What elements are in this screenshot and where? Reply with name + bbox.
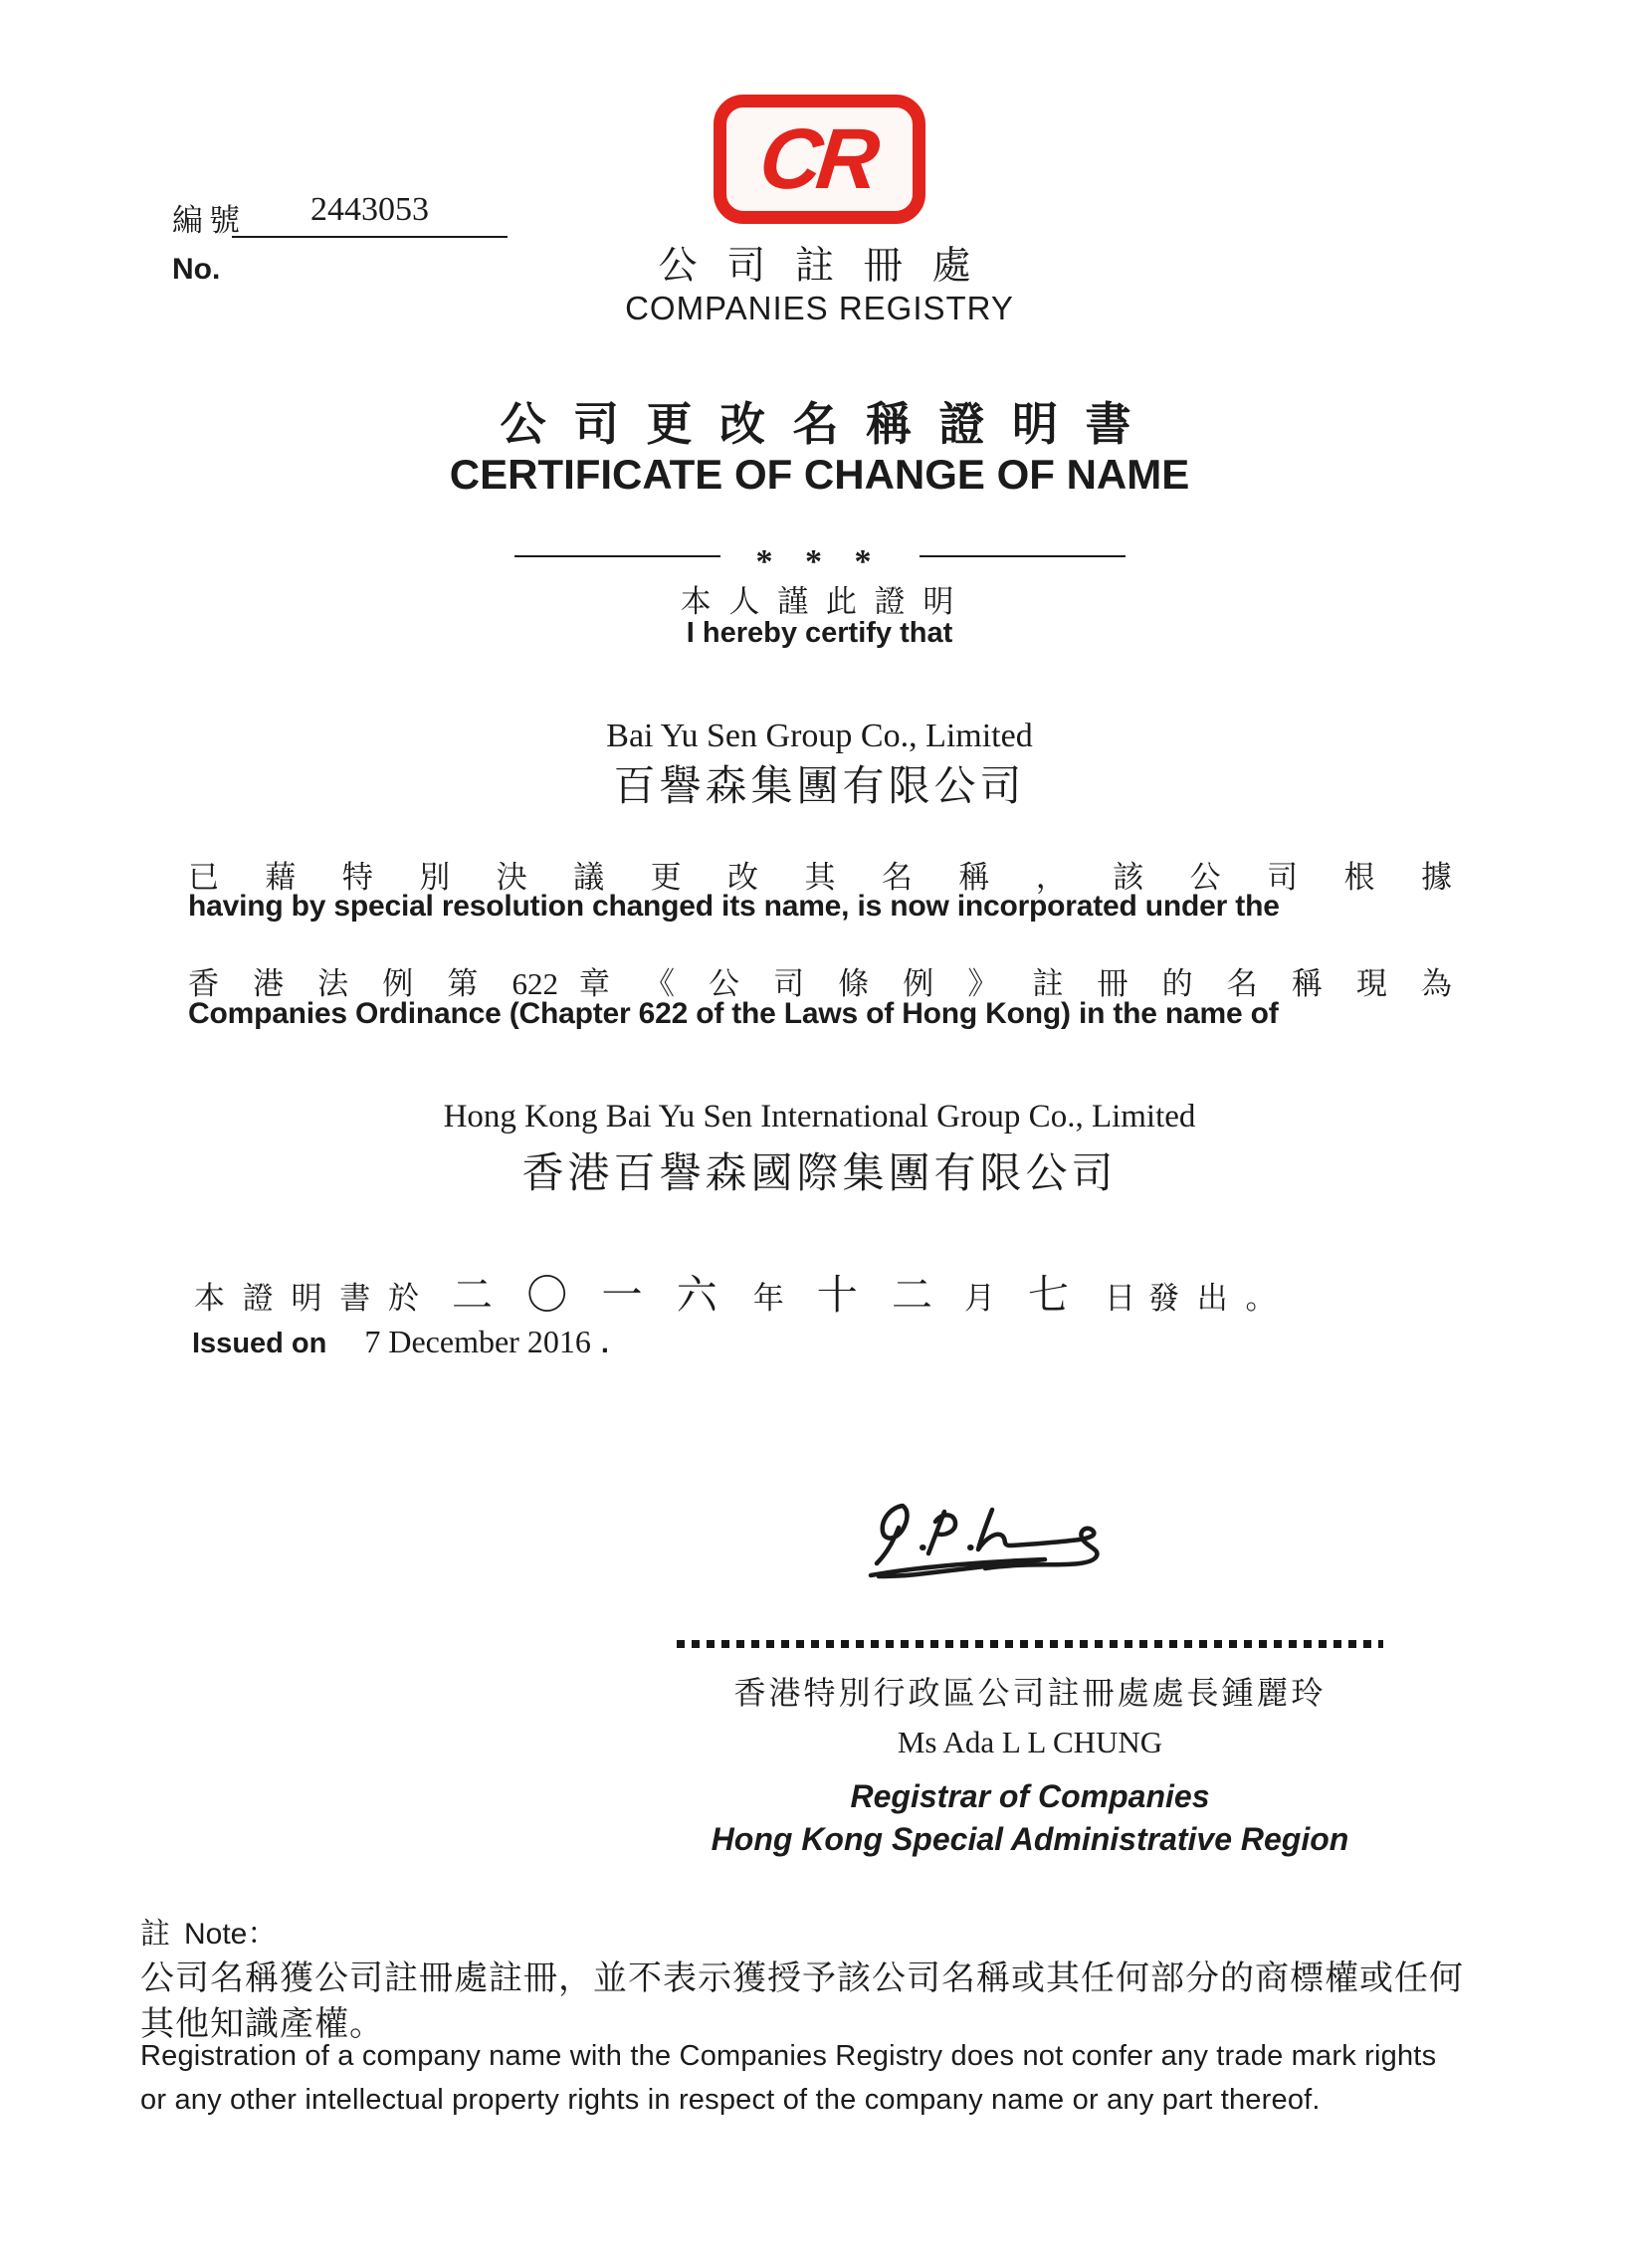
- cr-logo-letters: CR: [755, 111, 880, 207]
- registrar-role: Registrar of Companies: [850, 1778, 1210, 1814]
- certify-statement-en: I hereby certify that: [686, 617, 953, 649]
- issued-suffix-zh: 發 出 。: [1148, 1281, 1282, 1316]
- issued-month-zh: 十 二: [816, 1272, 944, 1318]
- ref-number-value: 2443053: [310, 191, 429, 228]
- ref-number-label-zh: 編號: [172, 203, 246, 238]
- registrar-region: Hong Kong Special Administrative Region: [711, 1821, 1349, 1857]
- certificate-title-en: CERTIFICATE OF CHANGE OF NAME: [449, 451, 1190, 498]
- title-divider: [0, 537, 1639, 580]
- registry-name-zh: 公 司 註 冊 處: [658, 245, 981, 288]
- note-text-en-line2: or any other intellectual property rights in respect of the company name or any part thereof.: [140, 2084, 1321, 2116]
- new-company-name-zh: 香港百譽森國際集團有限公司: [521, 1151, 1118, 1197]
- companies-registry-logo: [714, 95, 925, 224]
- registrar-signature-image: [841, 1488, 1139, 1612]
- issued-day-zh: 七: [1028, 1272, 1081, 1318]
- issued-on-label: Issued on: [192, 1328, 327, 1359]
- registry-name-en: COMPANIES REGISTRY: [625, 290, 1014, 326]
- certificate-title-zh: 公 司 更 改 名 稱 證 明 書: [500, 399, 1139, 450]
- issued-month-unit-zh: 月: [964, 1281, 1000, 1316]
- issued-date-period: .: [600, 1328, 609, 1359]
- divider-line-left: [514, 555, 720, 557]
- note-label-zh: 註: [140, 1918, 172, 1951]
- signatory-block: [637, 1640, 1423, 1858]
- issued-date-line-en: [192, 1324, 609, 1360]
- issued-prefix-zh: 本 證 明 書 於: [194, 1281, 424, 1316]
- body-para2-en: Companies Ordinance (Chapter 622 of the Laws of Hong Kong) in the name of: [188, 997, 1279, 1030]
- certify-statement-zh: 本 人 謹 此 證 明: [680, 584, 959, 619]
- registrar-title-zh: 香港特別行政區公司註冊處處長鍾麗玲: [733, 1675, 1327, 1711]
- issued-date-line-zh: [194, 1262, 1282, 1321]
- body-para2-zh: 香 港 法 例 第 622 章 《 公 司 條 例 》 註 冊 的 名 稱 現 為: [188, 966, 1452, 1001]
- issued-year-unit-zh: 年: [752, 1281, 789, 1316]
- divider-line-right: [920, 555, 1126, 557]
- note-text-zh-line1: 公司名稱獲公司註冊處註冊，並不表示獲授予該公司名稱或其任何部分的商標權或任何: [140, 1960, 1464, 1997]
- signature-dotted-line: [677, 1640, 1383, 1648]
- registrar-name: Ms Ada L L CHUNG: [897, 1725, 1163, 1759]
- body-para1-en: having by special resolution changed its name, is now incorporated under the: [188, 890, 1280, 923]
- body-para1-zh: 已 藉 特 別 決 議 更 改 其 名 稱 ， 該 公 司 根 據: [188, 860, 1452, 895]
- note-label-en: Note：: [184, 1918, 278, 1951]
- new-company-name-en: Hong Kong Bai Yu Sen International Group Co., Limited: [443, 1099, 1196, 1134]
- issued-day-unit-zh: 日: [1105, 1281, 1140, 1316]
- divider-stars: * * *: [755, 543, 884, 580]
- former-company-name-zh: 百譽森集團有限公司: [613, 764, 1026, 810]
- issued-date-value: 7 December 2016: [364, 1324, 591, 1359]
- former-company-name-en: Bai Yu Sen Group Co., Limited: [606, 718, 1033, 754]
- ref-number-label-en: No.: [172, 253, 221, 286]
- note-label: [140, 1909, 277, 1953]
- note-text-en-line1: Registration of a company name with the Companies Registry does not confer any trade mark rights: [140, 2040, 1437, 2072]
- note-text-zh-line2: 其他知識產權。: [140, 2006, 384, 2043]
- issued-year-zh: 二 〇 一 六: [452, 1272, 729, 1318]
